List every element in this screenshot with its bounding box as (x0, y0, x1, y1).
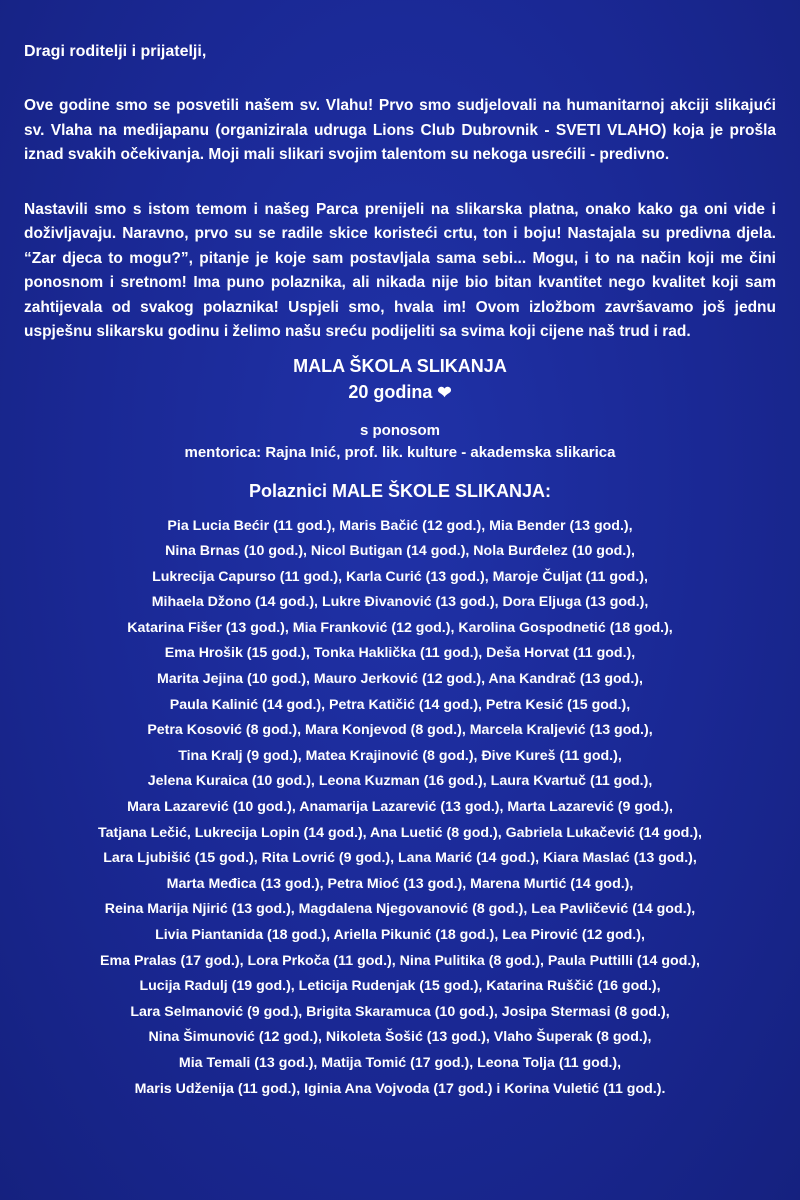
student-list-line: Katarina Fišer (13 god.), Mia Franković (12 god.), Karolina Gospodnetić (18 god.), (127, 619, 673, 636)
student-list-line: Ema Hrošik (15 god.), Tonka Haklička (11 god.), Deša Horvat (11 god.), (164, 645, 636, 662)
anniversary (24, 379, 776, 406)
student-list (24, 514, 776, 1103)
pride-line: s ponosom (359, 421, 440, 439)
student-list-line: Lukrecija Capurso (11 god.), Karla Curić (13 god.), Maroje Čuljat (11 god.), (152, 568, 648, 585)
heart-icon: ❤ (437, 382, 452, 402)
student-list-line: Nina Brnas (10 god.), Nicol Butigan (14 god.), Nola Burđelez (10 god.), (165, 543, 635, 560)
student-list-line: Ema Pralas (17 god.), Lora Prkoča (11 god.), Nina Pulitika (8 god.), Paula Puttilli (14 god.), (100, 952, 700, 969)
greeting: Dragi roditelji i prijatelji, (24, 43, 207, 60)
students-heading: Polaznici MALE ŠKOLE SLIKANJA: (248, 480, 552, 501)
student-list-line: Paula Kalinić (14 god.), Petra Katičić (14 god.), Petra Kesić (15 god.), (169, 696, 631, 713)
student-list-line: Lara Ljubišić (15 god.), Rita Lovrić (9 god.), Lana Marić (14 god.), Kiara Maslać (13 god.), (103, 850, 697, 867)
paragraph-continuation: Nastavili smo s istom temom i našeg Parca prenijeli na slikarska platna, onako kako ga oni vide i doživljavaju. Naravno, prvo su se radile skice koristeći crtu, ton i boju! Nastajala su predivna djela. “Zar djeca to mogu?”, pitanje je koje sam postavljala sama sebi... Mogu, i to na način koji me čini ponosnom i sretnom! Ima puno polaznika, ali nikada nije bio bitan kvantitet nego kvalitet koji sam zahtijevala od svakog polaznika! Uspjeli smo, hvala im! Ovom izložbom završavamo još jednu uspješnu slikarsku godinu i želimo našu sreću podijeliti sa svima koji cijene naš trud i rad. (24, 200, 776, 340)
mentor-line: mentorica: Rajna Inić, prof. lik. kulture - akademska slikarica (184, 443, 616, 461)
student-list-line: Jelena Kuraica (10 god.), Leona Kuzman (16 god.), Laura Kvartuč (11 god.), (147, 773, 653, 790)
student-list-line: Tatjana Lečić, Lukrecija Lopin (14 god.), Ana Luetić (8 god.), Gabriela Lukačević (14 god.), (98, 824, 702, 841)
student-list-line: Marita Jejina (10 god.), Mauro Jerković (12 god.), Ana Kandrač (13 god.), (157, 671, 643, 688)
student-list-line: Petra Kosović (8 god.), Mara Konjevod (8 god.), Marcela Kraljević (13 god.), (147, 722, 653, 739)
student-list-line: Maris Udženija (11 god.), Iginia Ana Vojvoda (17 god.) i Korina Vuletić (11 god.). (134, 1080, 666, 1097)
school-header (24, 353, 776, 504)
anniversary-years: 20 godina (348, 381, 433, 402)
student-list-line: Mihaela Džono (14 god.), Lukre Đivanović (13 god.), Dora Eljuga (13 god.), (151, 594, 649, 611)
student-list-line: Livia Piantanida (18 god.), Ariella Pikunić (18 god.), Lea Pirović (12 god.), (155, 927, 645, 943)
student-list-line: Mia Temali (13 god.), Matija Tomić (17 god.), Leona Tolja (11 god.), (178, 1054, 622, 1071)
school-title: MALA ŠKOLA SLIKANJA (293, 355, 507, 376)
student-list-line: Lara Selmanović (9 god.), Brigita Skaramuca (10 god.), Josipa Stermasi (8 god.), (130, 1003, 670, 1020)
paragraph-intro: Ove godine smo se posvetili našem sv. Vlahu! Prvo smo sudjelovali na humanitarnoj akciji slikajući sv. Vlaha na medijapanu (organizirala udruga Lions Club Dubrovnik - SVETI VLAHO) koja je prošla iznad svakih očekivanja. Moji mali slikari svojim talentom su nekoga usrećili - predivno. (24, 97, 776, 163)
student-list-line: Tina Kralj (9 god.), Matea Krajinović (8 god.), Đive Kureš (11 god.), (178, 747, 622, 764)
student-list-line: Marta Međica (13 god.), Petra Mioć (13 god.), Marena Murtić (14 god.), (166, 875, 634, 892)
student-list-line: Lucija Radulj (19 god.), Leticija Rudenjak (15 god.), Katarina Ruščić (16 god.), (139, 978, 661, 995)
student-list-line: Nina Šimunović (12 god.), Nikoleta Šošić (13 god.), Vlaho Šuperak (8 god.), (148, 1029, 652, 1046)
student-list-line: Reina Marija Njirić (13 god.), Magdalena Njegovanović (8 god.), Lea Pavličević (14 god.), (104, 901, 696, 918)
student-list-line: Pia Lucia Bećir (11 god.), Maris Bačić (12 god.), Mia Bender (13 god.), (167, 517, 633, 534)
student-list-line: Mara Lazarević (10 god.), Anamarija Lazarević (13 god.), Marta Lazarević (9 god.), (127, 799, 673, 816)
